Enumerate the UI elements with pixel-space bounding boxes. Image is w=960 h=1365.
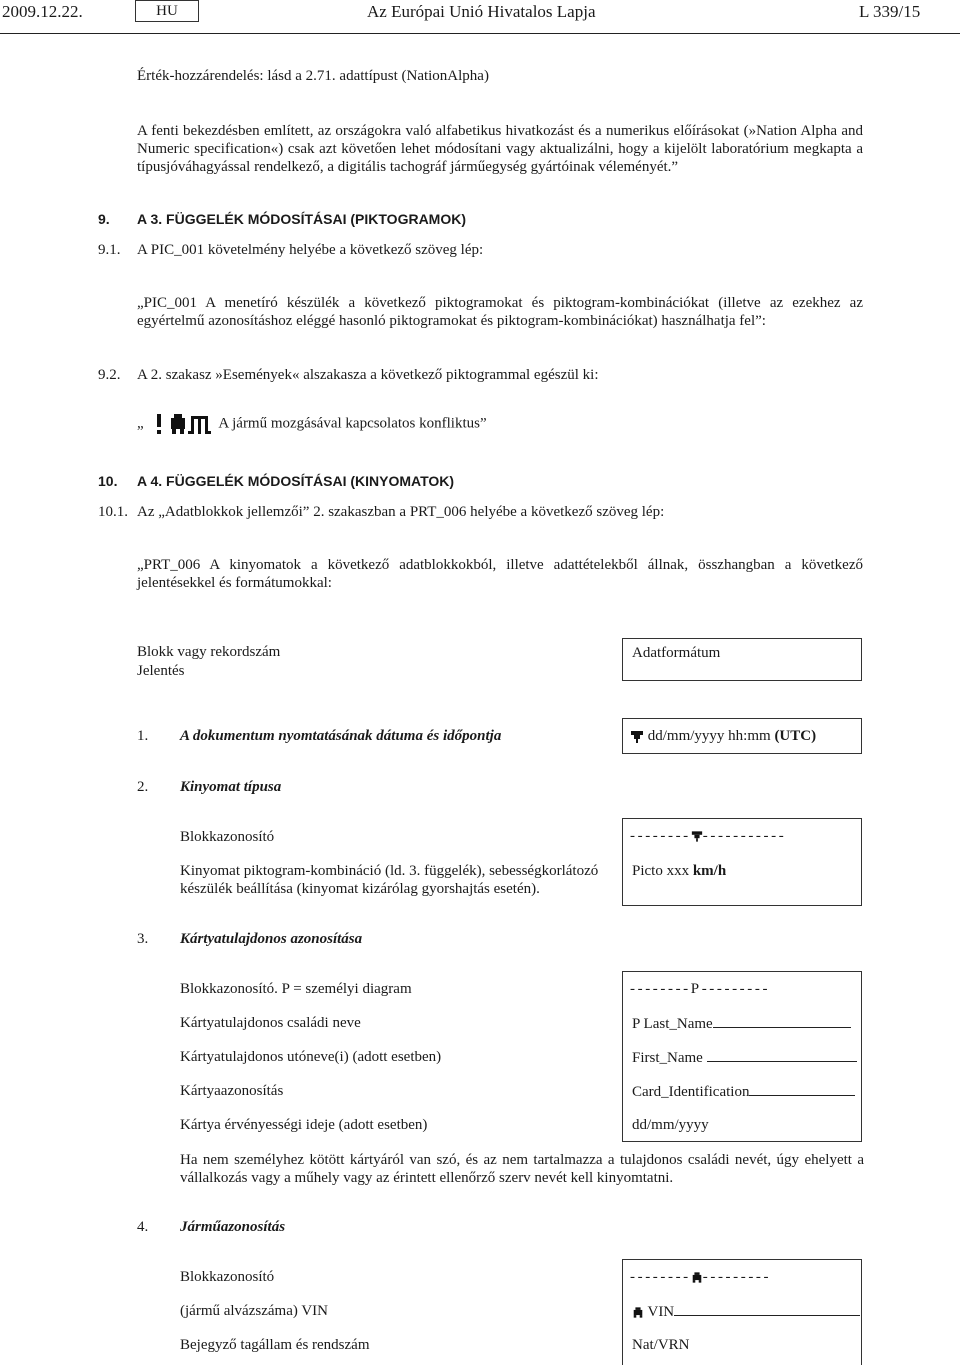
- section-9-1-text: A PIC_001 követelmény helyébe a következő szöveg lép:: [137, 242, 484, 258]
- section-9-2-number: 9.2.: [98, 367, 121, 383]
- block-4-id-label: Blokkazonosító: [180, 1269, 275, 1285]
- table-head-format: Adatformátum: [632, 645, 721, 661]
- block-1-number: 1.: [137, 728, 149, 744]
- section-10-title: A 4. FÜGGELÉK MÓDOSÍTÁSAI (KINYOMATOK): [137, 473, 455, 489]
- section-9-2-text: A 2. szakasz »Események« alszakasza a következő piktogrammal egészül ki:: [137, 367, 599, 383]
- block-3-lastname-value: P Last_Name: [632, 1014, 851, 1033]
- quote-open: „: [137, 415, 144, 432]
- block-3-card-id-label: Kártyaazonosítás: [180, 1083, 284, 1099]
- block-3-id-label: Blokkazonosító. P = személyi diagram: [180, 981, 412, 997]
- block-2-id-value: -------- -----------: [630, 828, 787, 844]
- conflict-pictogram-icon: [147, 412, 215, 436]
- block-4-nat-label: Bejegyző tagállam és rendszám: [180, 1337, 370, 1353]
- pic001-requirement: „PIC_001 A menetíró készülék a következő piktogramokat és piktogram-kombinációkat (illetve az ezekhez az egyértelmű azonosításhoz eléggé hasonló piktogramokat és piktogram-kombinációkat) használhatja fel”:: [137, 295, 863, 329]
- block-3-expiry-label: Kártya érvényességi ideje (adott esetben): [180, 1117, 428, 1133]
- section-10-1-text: Az „Adatblokkok jellemzői” 2. szakaszban a PRT_006 helyébe a következő szöveg lép:: [137, 504, 665, 520]
- value-assignment-line: Érték-hozzárendelés: lásd a 2.71. adattípust (NationAlpha): [137, 68, 489, 84]
- block-2-picto-label: Kinyomat piktogram-kombináció (ld. 3. függelék), sebességkorlátozó készülék beállítása (kinyomat kizárólag gyorshajtás esetén).: [180, 863, 599, 897]
- prt006-requirement: „PRT_006 A kinyomatok a következő adatblokkokból, illetve adattételekből állnak, összhangban a következő jelentésekkel és formátumokkal:: [137, 557, 863, 591]
- block-4-number: 4.: [137, 1219, 149, 1235]
- pictogram-line: [137, 412, 487, 438]
- block-2-number: 2.: [137, 779, 149, 795]
- block-2-picto-value: Picto xxx km/h: [632, 863, 727, 879]
- block-1-title: A dokumentum nyomtatásának dátuma és időpontja: [180, 728, 502, 744]
- printer-icon: [691, 830, 703, 843]
- underline: [713, 1014, 851, 1028]
- block-2-format-box: [622, 818, 862, 906]
- block-4-vin-value: VIN: [632, 1302, 860, 1321]
- block-2-id-label: Blokkazonosító: [180, 829, 275, 845]
- table-head-format-box: [622, 638, 862, 681]
- section-9-title: A 3. FÜGGELÉK MÓDOSÍTÁSAI (PIKTOGRAMOK): [137, 211, 467, 227]
- block-3-number: 3.: [137, 931, 149, 947]
- section-9-1-number: 9.1.: [98, 242, 121, 258]
- intro-paragraph: A fenti bekezdésben említett, az országokra való alfabetikus hivatkozást és a numerikus előírásokat (»Nation Alpha and Numeric specification«) csak azt követően lehet módosítani vagy aktualizálni, hogy a kijelölt laboratórium megkapta a típusjóváhagyással rendelkező, a digitális tachográf járműegység gyártóinak véleményét.”: [137, 123, 863, 175]
- block-1-format-box: [622, 718, 862, 754]
- printer-icon: [630, 730, 644, 744]
- block-4-nat-value: Nat/VRN: [632, 1337, 690, 1353]
- block-4-format-box: [622, 1259, 862, 1365]
- block-1-utc: (UTC): [774, 728, 817, 744]
- block-3-lastname-label: Kártyatulajdonos családi neve: [180, 1015, 361, 1031]
- pictogram-description: A jármű mozgásával kapcsolatos konfliktus”: [218, 415, 487, 432]
- block-4-title: Járműazonosítás: [180, 1219, 286, 1235]
- block-3-firstname-value: First_Name: [632, 1048, 857, 1067]
- block-3-format-box: [622, 971, 862, 1142]
- table-head-meaning: Jelentés: [137, 663, 185, 679]
- table-head-block-number: Blokk vagy rekordszám: [137, 644, 281, 660]
- block-3-note: Ha nem személyhez kötött kártyáról van szó, és az nem tartalmazza a tulajdonos családi nevét, úgy ehelyett a vállalkozás vagy a műhely vagy az érintett ellenőrző szerv nevét kell kinyomtatni.: [180, 1152, 864, 1186]
- header-date: 2009.12.22.: [2, 2, 83, 21]
- underline: [674, 1302, 860, 1316]
- block-3-firstname-label: Kártyatulajdonos utóneve(i) (adott esetben): [180, 1049, 442, 1065]
- block-4-id-value: -------- ---------: [630, 1269, 772, 1285]
- block-3-card-id-value: Card_Identification: [632, 1082, 855, 1101]
- language-badge: HU: [135, 0, 199, 22]
- block-1-format: dd/mm/yyyy hh:mm: [647, 728, 771, 744]
- header-rule: [0, 33, 960, 34]
- section-10-1-number: 10.1.: [98, 504, 128, 520]
- page-number: L 339/15: [859, 2, 921, 21]
- underline: [749, 1082, 855, 1096]
- underline: [707, 1048, 857, 1062]
- block-3-id-value: --------P---------: [630, 981, 771, 997]
- block-3-title: Kártyatulajdonos azonosítása: [180, 931, 363, 947]
- section-10-number: 10.: [98, 473, 118, 489]
- block-1-format-line: [630, 727, 816, 745]
- section-9-number: 9.: [98, 211, 110, 227]
- journal-title: Az Európai Unió Hivatalos Lapja: [367, 2, 596, 21]
- block-3-expiry-value: dd/mm/yyyy: [632, 1117, 709, 1133]
- block-2-title: Kinyomat típusa: [180, 779, 282, 795]
- vehicle-icon: [691, 1271, 703, 1284]
- block-4-vin-label: (jármű alvázszáma) VIN: [180, 1303, 328, 1319]
- vehicle-icon: [632, 1306, 644, 1319]
